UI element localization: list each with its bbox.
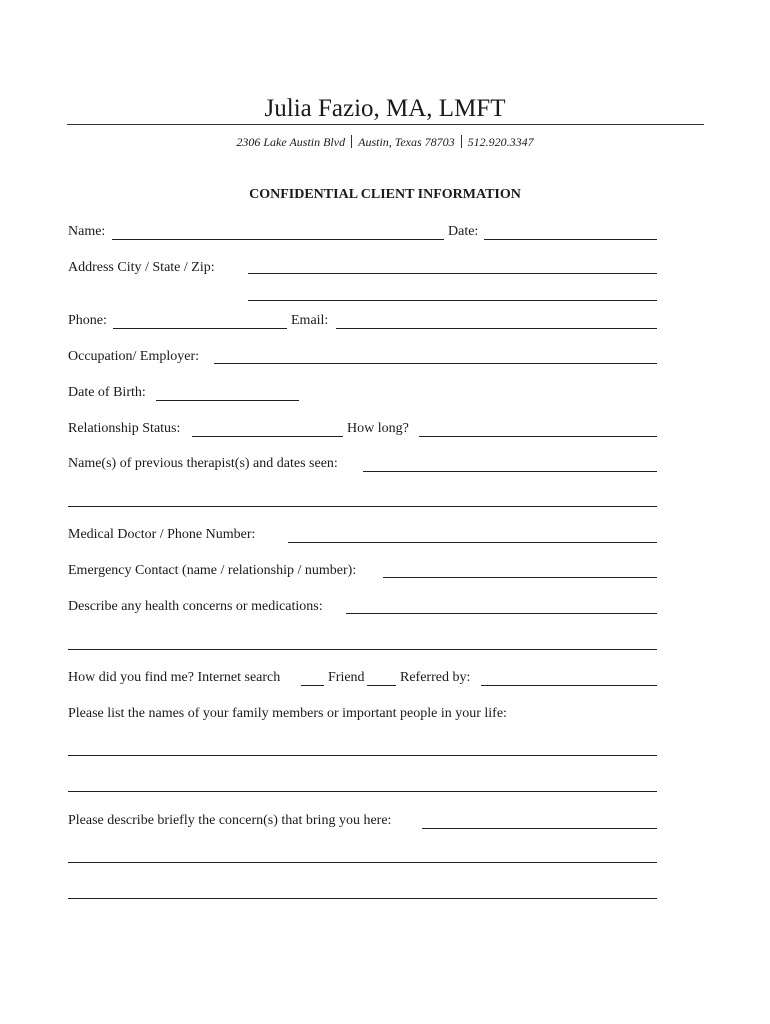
city-state-zip: Austin, Texas 78703 (358, 135, 455, 149)
referred-label: Referred by: (400, 670, 471, 685)
practitioner-name: Julia Fazio, MA, LMFT (264, 95, 506, 122)
concerns-field-line-3[interactable] (68, 898, 657, 899)
address-field-line-1[interactable] (248, 273, 657, 274)
relationship-label: Relationship Status: (68, 421, 181, 436)
emergency-field[interactable] (383, 577, 657, 578)
health-field-line-2[interactable] (68, 649, 657, 650)
name-label: Name: (68, 224, 106, 239)
concerns-field[interactable] (422, 828, 657, 829)
family-label: Please list the names of your family members or important people in your life: (68, 706, 507, 721)
health-field[interactable] (346, 613, 657, 614)
practice-phone: 512.920.3347 (467, 135, 534, 149)
friend-blank[interactable] (367, 685, 396, 686)
address-separator (461, 135, 462, 148)
email-label: Email: (291, 313, 329, 328)
name-field[interactable] (112, 239, 444, 240)
practice-address (0, 135, 770, 149)
doctor-field[interactable] (288, 542, 657, 543)
health-label: Describe any health concerns or medications: (68, 599, 323, 614)
family-field-line-1[interactable] (68, 755, 657, 756)
date-field[interactable] (484, 239, 657, 240)
email-field[interactable] (336, 328, 657, 329)
referred-field[interactable] (481, 685, 657, 686)
family-field-line-2[interactable] (68, 791, 657, 792)
concerns-label: Please describe briefly the concern(s) that bring you here: (68, 813, 392, 828)
date-label: Date: (448, 224, 479, 239)
phone-field[interactable] (113, 328, 287, 329)
previous-therapist-field[interactable] (363, 471, 657, 472)
dob-field[interactable] (156, 400, 299, 401)
address-label: Address City / State / Zip: (68, 260, 215, 275)
how-long-label: How long? (347, 421, 409, 436)
previous-therapist-label: Name(s) of previous therapist(s) and dates seen: (68, 456, 338, 471)
address-field-line-2[interactable] (248, 300, 657, 301)
find-label: How did you find me? Internet search (68, 670, 281, 685)
dob-label: Date of Birth: (68, 385, 146, 400)
form-title: CONFIDENTIAL CLIENT INFORMATION (249, 187, 521, 202)
emergency-label: Emergency Contact (name / relationship / number): (68, 563, 357, 578)
header-divider (67, 124, 704, 125)
phone-label: Phone: (68, 313, 107, 328)
friend-label: Friend (328, 670, 365, 685)
occupation-field[interactable] (214, 363, 657, 364)
relationship-field[interactable] (192, 436, 343, 437)
street-address: 2306 Lake Austin Blvd (236, 135, 346, 149)
previous-therapist-field-line-2[interactable] (68, 506, 657, 507)
address-separator (351, 135, 352, 148)
internet-search-blank[interactable] (301, 685, 324, 686)
doctor-label: Medical Doctor / Phone Number: (68, 527, 256, 542)
how-long-field[interactable] (419, 436, 657, 437)
concerns-field-line-2[interactable] (68, 862, 657, 863)
occupation-label: Occupation/ Employer: (68, 349, 200, 364)
